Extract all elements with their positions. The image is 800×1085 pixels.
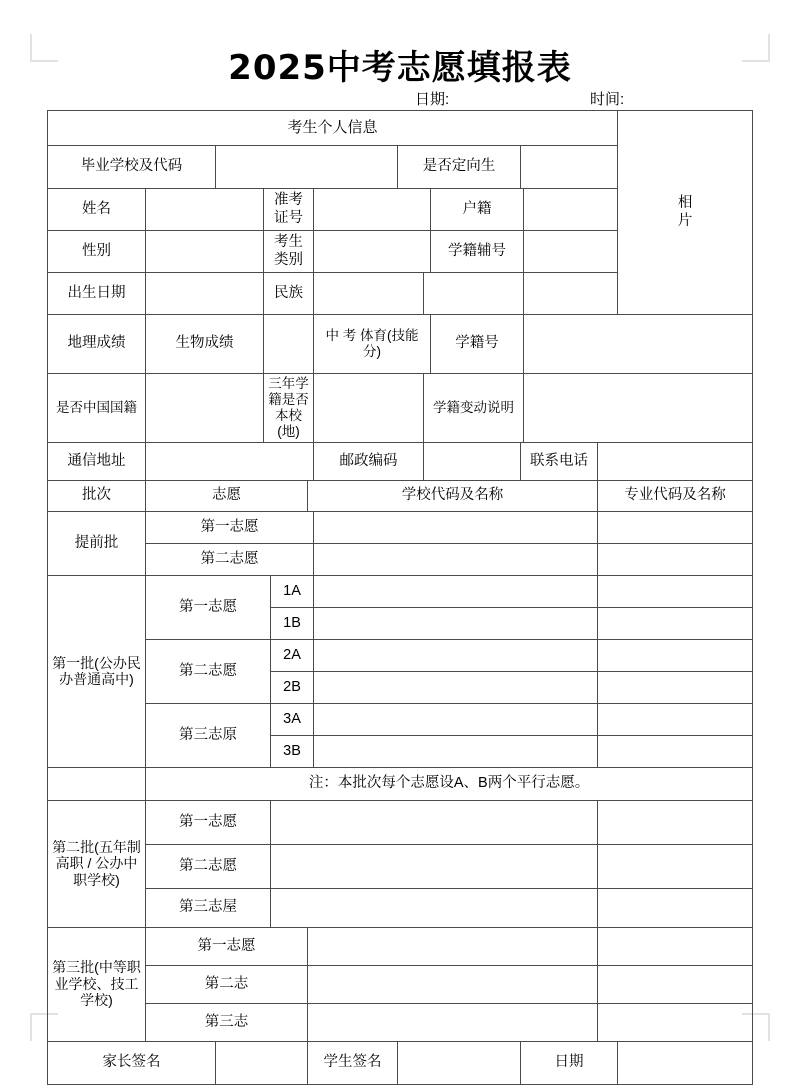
label-mailing-address: 通信地址 [48,442,146,480]
batch-three-major-3[interactable] [598,1003,753,1041]
input-three-year-status[interactable] [314,374,424,443]
personal-info-title: 考生个人信息 [48,111,618,146]
batch-three-label: 第三批(中等职业学校、技工学校) [48,927,146,1041]
batch-two-major-1[interactable] [598,800,753,844]
geography-biology-row [48,315,753,374]
batch-one-volunteer-1: 第一志愿 [146,575,271,639]
batch-one-school-3b[interactable] [314,735,598,767]
photo-placeholder [618,111,753,315]
batch-two-label: 第二批(五年制高职 / 公办中职学校) [48,800,146,927]
label-gender: 性别 [48,231,146,273]
volunteer-header-row [48,480,753,511]
batch-one-row-3a [48,703,753,735]
batch-one-row-2a [48,639,753,671]
batch-pre-row-1 [48,511,753,543]
label-student-number: 学籍号 [431,315,524,374]
label-chinese-nationality: 是否中国国籍 [48,374,146,443]
batch-two-row-3 [48,888,753,927]
batch-pre-major-1[interactable] [598,511,753,543]
batch-three-volunteer-3: 第三志 [146,1003,308,1041]
batch-one-school-1b[interactable] [314,607,598,639]
batch-one-volunteer-3: 第三志原 [146,703,271,767]
label-status-change-note: 学籍变动说明 [424,374,524,443]
batch-pre-row-2 [48,543,753,575]
batch-two-row-1 [48,800,753,844]
photo-label-line2: 片 [677,212,693,229]
batch-one-sub-2b: 2B [271,671,314,703]
batch-one-note: 注：本批次每个志愿设A、B两个平行志愿。 [146,767,753,800]
batch-one-major-1a[interactable] [598,575,753,607]
label-student-aux-number: 学籍辅号 [431,231,524,273]
label-signature-date: 日期 [521,1041,618,1084]
address-row [48,442,753,480]
batch-one-sub-3b: 3B [271,735,314,767]
label-pe-score: 中 考 体育(技能分) [314,315,431,374]
registration-form-table [47,110,753,1085]
input-student-signature[interactable] [398,1041,521,1084]
batch-pre-label: 提前批 [48,511,146,575]
batch-pre-volunteer-1: 第一志愿 [146,511,314,543]
batch-two-row-2 [48,844,753,888]
input-graduation-school[interactable] [216,146,398,189]
batch-one-major-3b[interactable] [598,735,753,767]
batch-one-sub-3a: 3A [271,703,314,735]
batch-one-sub-2a: 2A [271,639,314,671]
batch-one-sub-1b: 1B [271,607,314,639]
batch-three-school-3[interactable] [308,1003,598,1041]
batch-two-school-2[interactable] [271,844,598,888]
input-candidate-type[interactable] [314,231,431,273]
batch-three-volunteer-1: 第一志愿 [146,927,308,965]
header-batch: 批次 [48,480,146,511]
label-postal-code: 邮政编码 [314,442,424,480]
label-biology-score: 生物成绩 [146,315,264,374]
batch-one-major-2b[interactable] [598,671,753,703]
input-household[interactable] [524,189,618,231]
batch-three-row-1 [48,927,753,965]
input-parent-signature[interactable] [216,1041,308,1084]
input-contact-phone[interactable] [598,442,753,480]
personal-info-title-row [48,111,753,146]
input-birth-extra-2[interactable] [524,273,618,315]
batch-two-school-3[interactable] [271,888,598,927]
input-gender[interactable] [146,231,264,273]
header-school: 学校代码及名称 [308,480,598,511]
nationality-row [48,374,753,443]
batch-three-volunteer-2: 第二志 [146,965,308,1003]
batch-one-note-spacer [48,767,146,800]
batch-pre-volunteer-2: 第二志愿 [146,543,314,575]
input-name[interactable] [146,189,264,231]
label-graduation-school: 毕业学校及代码 [48,146,216,189]
batch-one-school-1a[interactable] [314,575,598,607]
batch-one-volunteer-2: 第二志愿 [146,639,271,703]
label-student-signature: 学生签名 [308,1041,398,1084]
header-major: 专业代码及名称 [598,480,753,511]
batch-three-school-2[interactable] [308,965,598,1003]
batch-pre-school-2[interactable] [314,543,598,575]
input-chinese-nationality[interactable] [146,374,264,443]
input-directed-student[interactable] [521,146,618,189]
label-parent-signature: 家长签名 [48,1041,216,1084]
batch-one-school-2a[interactable] [314,639,598,671]
batch-one-row-1a [48,575,753,607]
batch-pre-major-2[interactable] [598,543,753,575]
photo-label-line1: 相 [677,195,693,212]
input-postal-code[interactable] [424,442,521,480]
label-candidate-type: 考生类别 [264,231,314,273]
batch-one-note-row [48,767,753,800]
input-status-change-note[interactable] [524,374,753,443]
header-volunteer: 志愿 [146,480,308,511]
input-biology-score[interactable] [264,315,314,374]
batch-two-volunteer-1: 第一志愿 [146,800,271,844]
label-household: 户籍 [431,189,524,231]
batch-two-volunteer-3: 第三志屋 [146,888,271,927]
batch-two-school-1[interactable] [271,800,598,844]
input-birth-date[interactable] [146,273,264,315]
batch-one-label: 第一批(公办民办普通高中) [48,575,146,767]
batch-pre-school-1[interactable] [314,511,598,543]
input-student-number[interactable] [524,315,753,374]
batch-three-school-1[interactable] [308,927,598,965]
batch-one-school-3a[interactable] [314,703,598,735]
batch-one-school-2b[interactable] [314,671,598,703]
batch-three-row-2 [48,965,753,1003]
label-contact-phone: 联系电话 [521,442,598,480]
date-label: 日期: [415,91,450,108]
batch-one-sub-1a: 1A [271,575,314,607]
input-birth-extra[interactable] [424,273,524,315]
label-name: 姓名 [48,189,146,231]
page-title: 2025中考志愿填报表 [228,48,572,88]
batch-two-volunteer-2: 第二志愿 [146,844,271,888]
batch-one-major-2a[interactable] [598,639,753,671]
batch-one-major-1b[interactable] [598,607,753,639]
label-directed-student: 是否定向生 [398,146,521,189]
batch-three-major-2[interactable] [598,965,753,1003]
batch-two-major-3[interactable] [598,888,753,927]
label-geography-score: 地理成绩 [48,315,146,374]
input-student-aux-number[interactable] [524,231,618,273]
label-birth-date: 出生日期 [48,273,146,315]
label-ethnicity: 民族 [264,273,314,315]
label-exam-number: 准考证号 [264,189,314,231]
input-signature-date[interactable] [618,1041,753,1084]
signature-row [48,1041,753,1084]
input-ethnicity[interactable] [314,273,424,315]
time-label: 时间: [590,91,625,108]
batch-three-major-1[interactable] [598,927,753,965]
batch-one-major-3a[interactable] [598,703,753,735]
batch-two-major-2[interactable] [598,844,753,888]
input-mailing-address[interactable] [146,442,314,480]
input-exam-number[interactable] [314,189,431,231]
label-three-year-status: 三年学籍是否本校(地) [264,374,314,443]
batch-three-row-3 [48,1003,753,1041]
